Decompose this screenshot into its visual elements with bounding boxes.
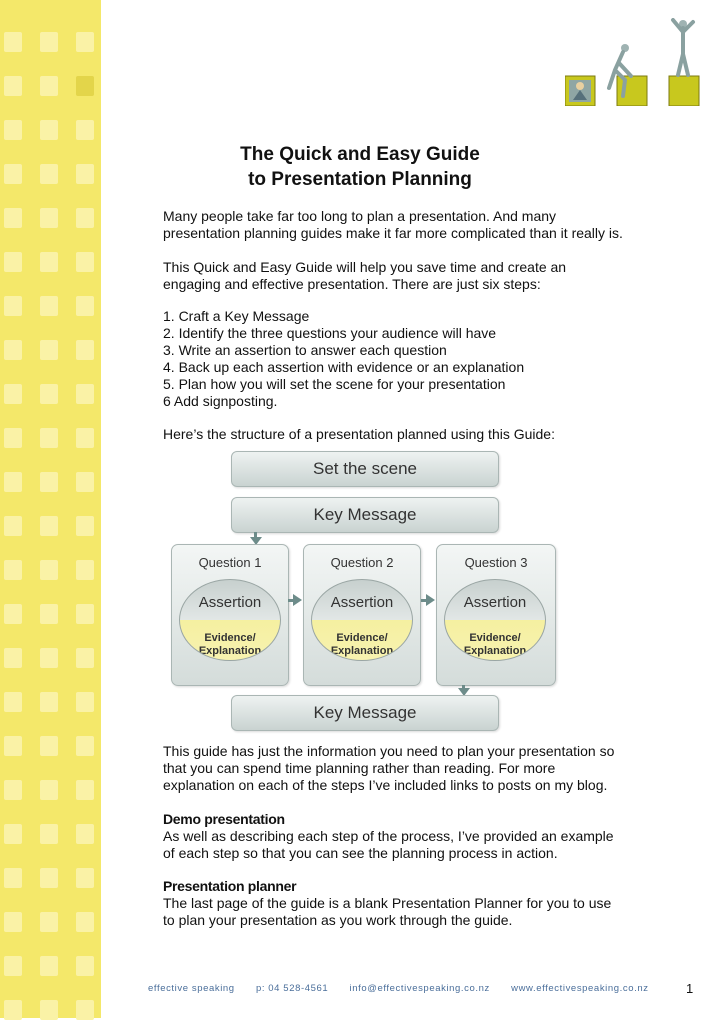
band-square — [76, 824, 94, 844]
band-square — [76, 472, 94, 492]
intro-line: Many people take far too long to plan a presentation. And many — [163, 208, 557, 224]
band-square — [40, 472, 58, 492]
band-square — [4, 252, 22, 272]
band-square — [40, 252, 58, 272]
help-line: engaging and effective presentation. There are just six steps: — [163, 276, 541, 292]
footer-brand: effective speaking — [148, 983, 235, 994]
decorative-side-band — [0, 0, 101, 1018]
band-square — [40, 868, 58, 888]
step-item: 4. Back up each assertion with evidence or an explanation — [163, 359, 525, 375]
intro-paragraph — [163, 208, 663, 242]
band-square — [4, 956, 22, 976]
arrow-right-icon — [426, 594, 435, 606]
band-square — [40, 164, 58, 184]
set-the-scene-box: Set the scene — [231, 451, 499, 487]
band-square — [4, 32, 22, 52]
band-square — [4, 384, 22, 404]
arrow-right-icon — [293, 594, 302, 606]
band-square — [4, 208, 22, 228]
band-square — [76, 780, 94, 800]
band-square — [4, 780, 22, 800]
band-square — [76, 252, 94, 272]
band-square — [76, 868, 94, 888]
band-square — [40, 76, 58, 96]
band-square — [40, 648, 58, 668]
band-square — [76, 648, 94, 668]
planner-line: The last page of the guide is a blank Presentation Planner for you to use — [163, 895, 612, 911]
band-square — [4, 912, 22, 932]
band-square — [40, 208, 58, 228]
band-square — [76, 736, 94, 756]
band-square — [76, 516, 94, 536]
band-square — [76, 384, 94, 404]
help-line: This Quick and Easy Guide will help you save time and create an — [163, 259, 567, 275]
band-square — [4, 428, 22, 448]
steps-list — [163, 308, 663, 410]
guide-line: explanation on each of the steps I’ve included links to posts on my blog. — [163, 777, 608, 793]
question-label: Question 2 — [330, 555, 394, 570]
band-square — [76, 340, 94, 360]
step-item: 2. Identify the three questions your audience will have — [163, 325, 497, 341]
band-square — [40, 824, 58, 844]
band-square — [40, 384, 58, 404]
band-square — [76, 560, 94, 580]
band-square — [40, 560, 58, 580]
band-square — [40, 340, 58, 360]
band-square — [4, 868, 22, 888]
band-square — [40, 1000, 58, 1020]
planner-section — [163, 878, 663, 929]
band-square — [76, 692, 94, 712]
band-square — [4, 76, 22, 96]
demo-line: As well as describing each step of the process, I’ve provided an example — [163, 828, 614, 844]
band-square — [40, 912, 58, 932]
step-item: 1. Craft a Key Message — [163, 308, 310, 324]
band-square — [40, 956, 58, 976]
evidence-label — [445, 632, 545, 658]
band-square — [4, 164, 22, 184]
step-item: 3. Write an assertion to answer each question — [163, 342, 447, 358]
band-square — [76, 164, 94, 184]
question-label: Question 3 — [464, 555, 528, 570]
band-square — [40, 692, 58, 712]
evidence-line: Explanation — [330, 645, 394, 657]
band-square — [4, 516, 22, 536]
key-message-top-box: Key Message — [231, 497, 499, 533]
band-square — [76, 912, 94, 932]
planner-line: to plan your presentation as you work through the guide. — [163, 912, 513, 928]
guide-line: that you can spend time planning rather than reading. For more — [163, 760, 556, 776]
evidence-label — [312, 632, 412, 658]
question-label: Question 1 — [198, 555, 262, 570]
footer — [148, 983, 668, 994]
band-square — [40, 780, 58, 800]
demo-line: of each step so that you can see the planning process in action. — [163, 845, 558, 861]
key-message-bottom-box: Key Message — [231, 695, 499, 731]
band-square — [76, 428, 94, 448]
step-item: 6 Add signposting. — [163, 393, 278, 409]
title-line-2: to Presentation Planning — [248, 169, 472, 190]
band-square — [4, 560, 22, 580]
band-square — [4, 604, 22, 624]
band-square — [40, 604, 58, 624]
assertion-label: Assertion — [198, 594, 262, 611]
question-column-1 — [171, 544, 289, 686]
band-square — [4, 472, 22, 492]
planner-heading: Presentation planner — [163, 878, 297, 894]
band-square — [76, 32, 94, 52]
demo-section — [163, 811, 663, 862]
band-square — [76, 296, 94, 316]
band-square — [76, 120, 94, 140]
band-square — [4, 736, 22, 756]
band-square — [4, 120, 22, 140]
assertion-label: Assertion — [330, 594, 394, 611]
footer-phone: p: 04 528-4561 — [255, 983, 329, 994]
band-square — [76, 956, 94, 976]
band-square — [40, 428, 58, 448]
evidence-line: Evidence/ — [469, 632, 521, 644]
assertion-circle — [179, 579, 281, 661]
document-title — [160, 142, 560, 192]
evidence-line: Explanation — [463, 645, 527, 657]
band-square — [40, 736, 58, 756]
band-square — [76, 208, 94, 228]
assertion-circle — [444, 579, 546, 661]
band-square — [4, 296, 22, 316]
title-line-1: The Quick and Easy Guide — [240, 144, 480, 165]
band-square — [76, 1000, 94, 1020]
evidence-line: Evidence/ — [204, 632, 256, 644]
evidence-line: Evidence/ — [336, 632, 388, 644]
demo-heading: Demo presentation — [163, 811, 285, 827]
question-column-3 — [436, 544, 556, 686]
band-square — [4, 340, 22, 360]
page-number: 1 — [686, 981, 694, 996]
assertion-label: Assertion — [463, 594, 527, 611]
band-square — [40, 516, 58, 536]
band-square — [40, 296, 58, 316]
band-square — [4, 648, 22, 668]
help-paragraph — [163, 259, 663, 293]
band-square — [40, 120, 58, 140]
intro-line: presentation planning guides make it far more complicated than it really is. — [163, 225, 623, 241]
header-figures-logo — [565, 18, 705, 106]
band-square — [4, 692, 22, 712]
guide-line: This guide has just the information you need to plan your presentation so — [163, 743, 615, 759]
band-square — [76, 76, 94, 96]
evidence-line: Explanation — [198, 645, 262, 657]
band-square — [4, 1000, 22, 1020]
guide-paragraph — [163, 743, 663, 794]
question-column-2 — [303, 544, 421, 686]
evidence-label — [180, 632, 280, 658]
band-square — [76, 604, 94, 624]
footer-email[interactable]: info@effectivespeaking.co.nz — [349, 983, 490, 994]
band-square — [40, 32, 58, 52]
assertion-circle — [311, 579, 413, 661]
presentation-structure-diagram — [168, 448, 528, 734]
footer-website[interactable]: www.effectivespeaking.co.nz — [511, 983, 649, 994]
band-square — [4, 824, 22, 844]
step-item: 5. Plan how you will set the scene for your presentation — [163, 376, 506, 392]
structure-intro: Here’s the structure of a presentation planned using this Guide: — [163, 426, 555, 442]
